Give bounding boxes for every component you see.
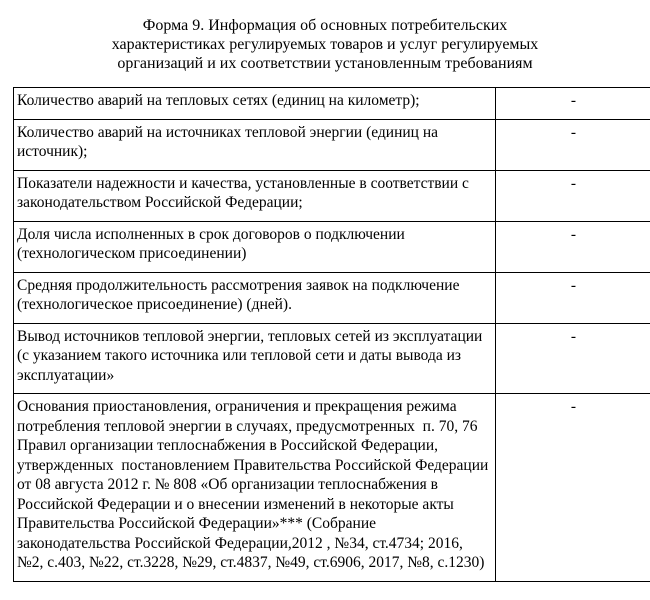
characteristics-table [13, 87, 650, 582]
characteristic-value: - [496, 119, 650, 170]
document-title-line: Форма 9. Информация об основных потребительских [142, 17, 508, 34]
table-row [14, 221, 650, 272]
characteristic-value: - [496, 323, 650, 394]
characteristic-label: Количество аварий на тепловых сетях (единиц на километр); [14, 88, 496, 120]
table-row [14, 272, 650, 323]
characteristic-value: - [496, 170, 650, 221]
characteristic-value: - [496, 88, 650, 120]
characteristic-value: - [496, 272, 650, 323]
table-row [14, 170, 650, 221]
table-row [14, 119, 650, 170]
characteristic-value: - [496, 394, 650, 582]
characteristic-value: - [496, 221, 650, 272]
characteristic-label: Основания приостановления, ограничения и прекращения режима потребления тепловой энергии в случаях, предусмотренных п. 70, 76 Правил организации теплоснабжения в Российской Федерации, утвержденных постановлением Правительства Российской Федерации от 08 августа 2012 г. № 808 «Об организации теплоснабжения в Российской Федерации и о внесении изменений в некоторые акты Правительства Российской Федерации»*** (Собрание законодательства Российской Федерации,2012 , №34, ст.4734; 2016, №2, с.403, №22, ст.3228, №29, ст.4837, №49, ст.6906, 2017, №8, с.1230) [14, 394, 496, 582]
document-title-line: организаций и их соответствии установленным требованиям [117, 55, 533, 72]
characteristic-label: Количество аварий на источниках тепловой энергии (единиц на источник); [14, 119, 496, 170]
table-row [14, 394, 650, 582]
table-row [14, 323, 650, 394]
document-title-line: характеристиках регулируемых товаров и услуг регулируемых [111, 36, 539, 53]
table-row [14, 88, 650, 120]
characteristic-label: Доля числа исполненных в срок договоров о подключении (технологическом присоединении) [14, 221, 496, 272]
characteristic-label: Вывод источников тепловой энергии, тепловых сетей из эксплуатации (с указанием такого источника или тепловой сети и даты вывода из эксплуатации» [14, 323, 496, 394]
characteristic-label: Показатели надежности и качества, установленные в соответствии с законодательством Российской Федерации; [14, 170, 496, 221]
characteristic-label: Средняя продолжительность рассмотрения заявок на подключение (технологическое присоединение) (дней). [14, 272, 496, 323]
document-title [0, 16, 650, 73]
